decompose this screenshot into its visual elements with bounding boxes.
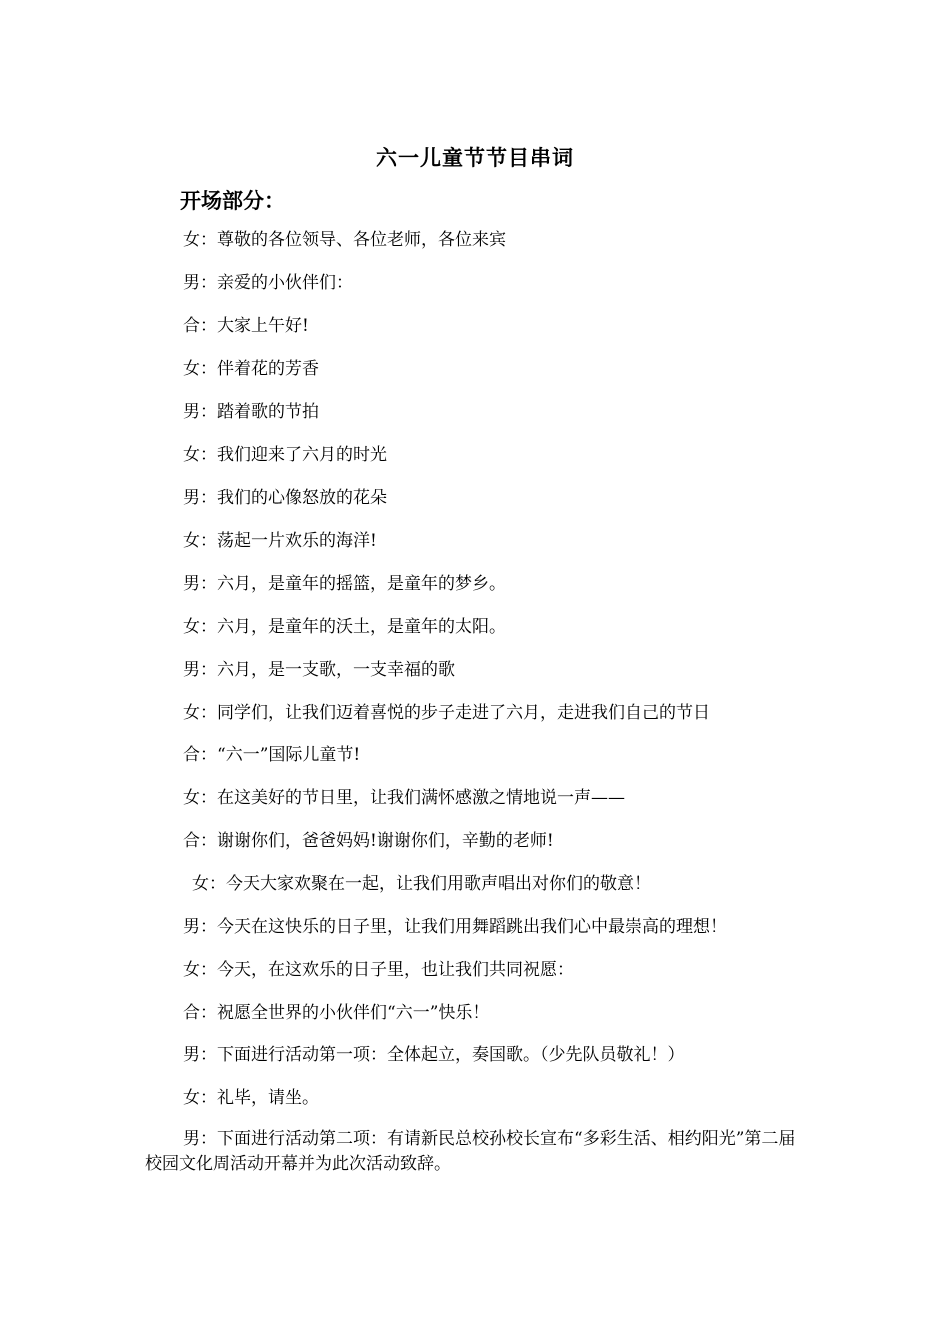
script-line: 女：礼毕，请坐。 (183, 1088, 319, 1108)
script-line: 男：六月，是童年的摇篮，是童年的梦乡。 (183, 574, 506, 594)
script-line: 男：我们的心像怒放的花朵 (183, 488, 387, 508)
script-line: 男：亲爱的小伙伴们： (183, 273, 353, 293)
script-line: 女：荡起一片欢乐的海洋! (183, 531, 377, 551)
script-line: 女：今天大家欢聚在一起，让我们用歌声唱出对你们的敬意！ (192, 874, 651, 894)
script-line: 男：六月，是一支歌，一支幸福的歌 (183, 660, 455, 680)
script-line: 合：祝愿全世界的小伙伴们“六一”快乐！ (183, 1003, 490, 1023)
script-line: 女：今天，在这欢乐的日子里，也让我们共同祝愿： (183, 960, 574, 980)
document-title: 六一儿童节节目串词 (376, 146, 574, 170)
script-line: 男：今天在这快乐的日子里，让我们用舞蹈跳出我们心中最崇高的理想！ (183, 917, 727, 937)
script-line: 女：伴着花的芳香 (183, 359, 319, 379)
script-line: 男：下面进行活动第一项：全体起立，奏国歌。（少先队员敬礼！） (183, 1045, 685, 1065)
script-line: 合：谢谢你们，爸爸妈妈!谢谢你们，辛勤的老师! (183, 831, 554, 851)
script-line: 合：“六一”国际儿童节! (183, 745, 361, 765)
script-line: 女：六月，是童年的沃土，是童年的太阳。 (183, 617, 506, 637)
script-line: 女：在这美好的节日里，让我们满怀感激之情地说一声—— (183, 788, 625, 808)
script-line: 男：踏着歌的节拍 (183, 402, 319, 422)
script-line: 女：尊敬的各位领导、各位老师，各位来宾 (183, 230, 506, 250)
script-line: 女：我们迎来了六月的时光 (183, 445, 387, 465)
script-line: 女：同学们，让我们迈着喜悦的步子走进了六月，走进我们自己的节日 (183, 703, 710, 723)
script-line: 合：大家上午好! (183, 316, 309, 336)
section-heading: 开场部分： (180, 189, 285, 213)
final-paragraph: 男：下面进行活动第二项：有请新民总校孙校长宣布“多彩生活、相约阳光”第二届校园文化周活动开幕并为此次活动致辞。 (145, 1129, 796, 1174)
